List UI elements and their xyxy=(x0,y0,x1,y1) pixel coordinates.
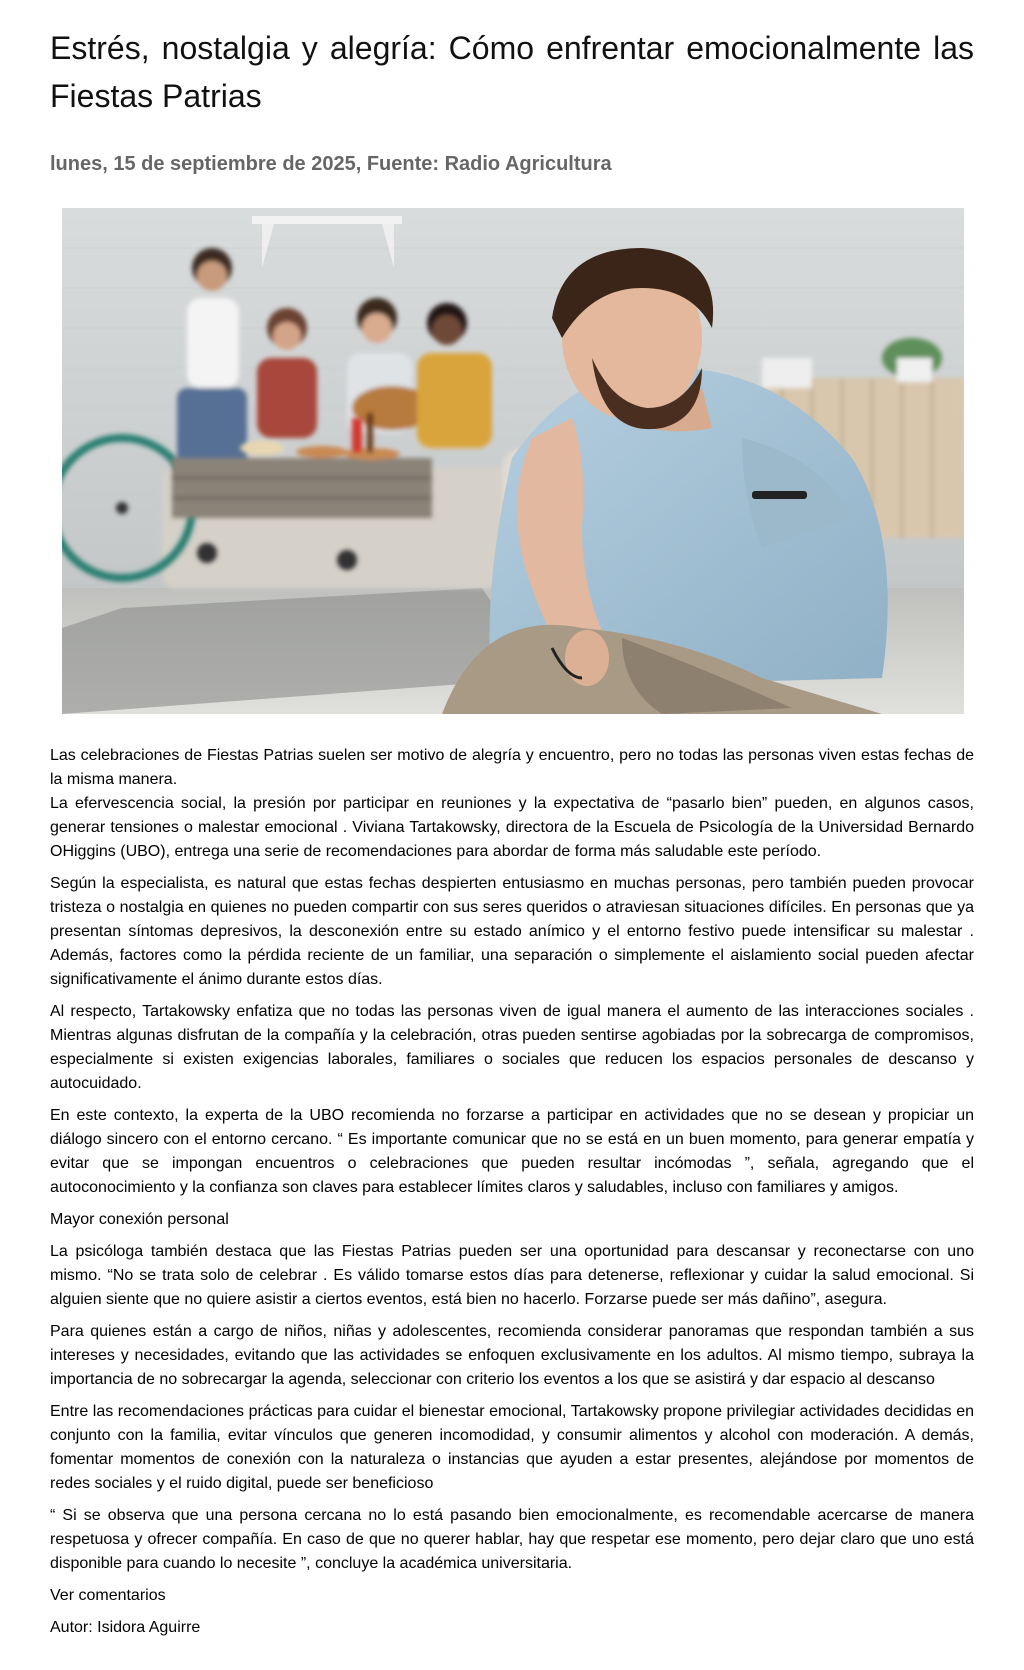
paragraph: La psicóloga también destaca que las Fiestas Patrias pueden ser una oportunidad para descansar y reconectarse con uno mismo. “No se trata solo de celebrar . Es válido tomarse estos días para detenerse, reflexionar y cuidar la salud emocional. Si alguien siente que no quiere asistir a ciertos eventos, está bien no hacerlo. Forzarse puede ser más dañino”, asegura. xyxy=(50,1243,974,1308)
article-body xyxy=(50,744,974,1640)
article-meta: lunes, 15 de septiembre de 2025, Fuente: Radio Agricultura xyxy=(50,153,612,175)
article-photo xyxy=(62,208,964,714)
paragraph-line: La efervescencia social, la presión por participar en reuniones y la expectativa de “pasarlo bien” pueden, en algunos casos, generar tensiones o malestar emocional . Viviana Tartakowsky, directora de la Escuela de Psicología de la Universidad Bernardo OHiggins (UBO), entrega una serie de recomendaciones para abordar de forma más saludable este período. xyxy=(50,795,974,860)
paragraph-line: Las celebraciones de Fiestas Patrias suelen ser motivo de alegría y encuentro, pero no todas las personas viven estas fechas de la misma manera. xyxy=(50,747,974,788)
paragraph: En este contexto, la experta de la UBO recomienda no forzarse a participar en actividades que no se desean y propiciar un diálogo sincero con el entorno cercano. “ Es importante comunicar que no se está en un buen momento, para generar empatía y evitar que se impongan encuentros o celebraciones que pueden resultar incómodas ”, señala, agregando que el autoconocimiento y la confianza son claves para establecer límites claros y saludables, incluso con familiares y amigos. xyxy=(50,1107,974,1196)
article-author: Autor: Isidora Aguirre xyxy=(50,1619,201,1636)
paragraph: Entre las recomendaciones prácticas para cuidar el bienestar emocional, Tartakowsky propone privilegiar actividades decididas en conjunto con la familia, evitar vínculos que generen incomodidad, y consumir alimentos y alcohol con moderación. A demás, fomentar momentos de conexión con la naturaleza o instancias que ayuden a estar presentes, alejándose por momentos de redes sociales y el ruido digital, puede ser beneficioso xyxy=(50,1403,974,1492)
paragraph: Para quienes están a cargo de niños, niñas y adolescentes, recomienda considerar panoramas que respondan también a sus intereses y necesidades, evitando que las actividades se enfoquen exclusivamente en los adultos. Al mismo tiempo, subraya la importancia de no sobrecargar la agenda, seleccionar con criterio los eventos a los que se asistirá y dar espacio al descanso xyxy=(50,1323,974,1388)
paragraph: Según la especialista, es natural que estas fechas despierten entusiasmo en muchas personas, pero también pueden provocar tristeza o nostalgia en quienes no pueden compartir con sus seres queridos o atraviesan situaciones difíciles. En personas que ya presentan síntomas depresivos, la desconexión entre su estado anímico y el entorno festivo puede intensificar su malestar . Además, factores como la pérdida reciente de un familiar, una separación o simplemente el aislamiento social pueden afectar significativamente el ánimo durante estos días. xyxy=(50,875,974,988)
paragraph-intro xyxy=(50,744,974,864)
article-title: Estrés, nostalgia y alegría: Cómo enfrentar emocionalmente las Fiestas Patrias xyxy=(50,30,974,114)
paragraph: “ Si se observa que una persona cercana no lo está pasando bien emocionalmente, es recomendable acercarse de manera respetuosa y ofrecer compañía. En caso de que no querer hablar, hay que respetar ese momento, pero dejar claro que uno está disponible para cuando lo necesite ”, concluye la académica universitaria. xyxy=(50,1507,974,1572)
paragraph: Al respecto, Tartakowsky enfatiza que no todas las personas viven de igual manera el aumento de las interacciones sociales . Mientras algunas disfrutan de la compañía y la celebración, otras pueden sentirse agobiadas por la sobrecarga de compromisos, especialmente si existen exigencias laborales, familiares o sociales que reducen los espacios personales de descanso y autocuidado. xyxy=(50,1003,974,1092)
photo-illustration xyxy=(62,208,964,714)
view-comments-link[interactable]: Ver comentarios xyxy=(50,1587,166,1604)
section-subheading: Mayor conexión personal xyxy=(50,1211,229,1228)
